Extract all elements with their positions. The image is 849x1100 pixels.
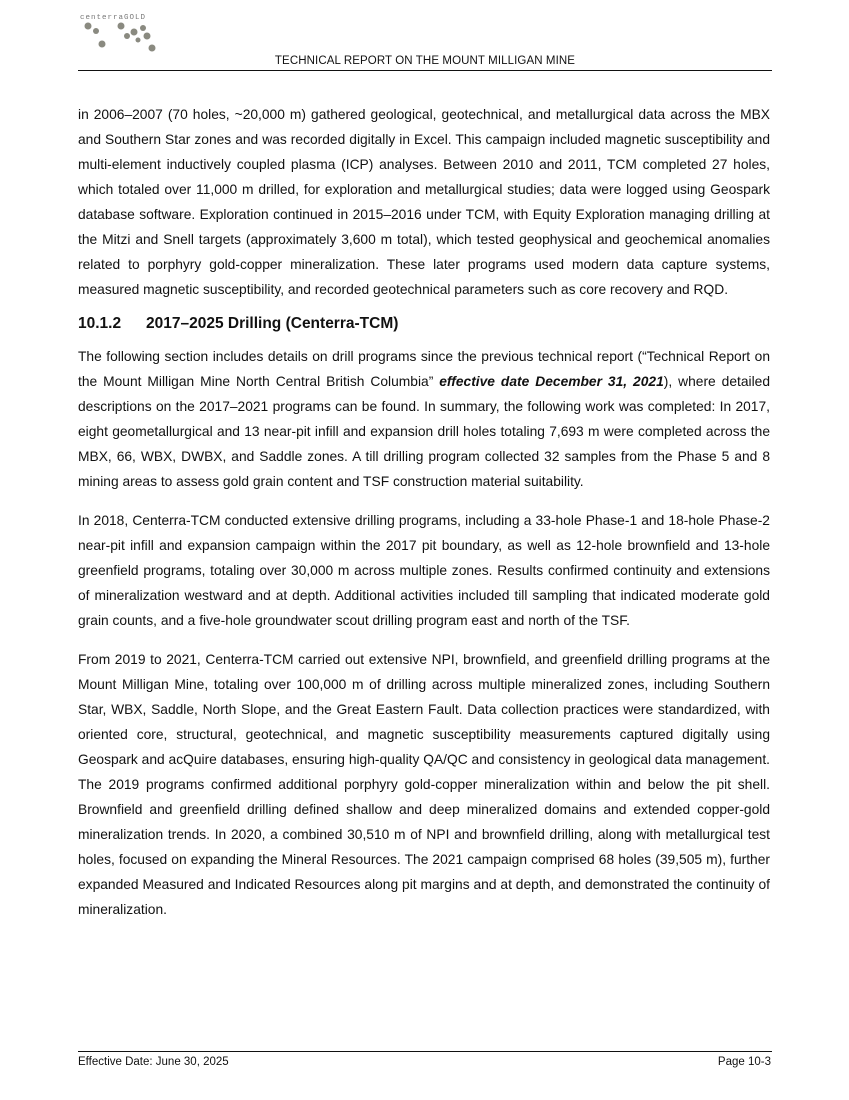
section-number: 10.1.2 [78,315,122,332]
header-rule [78,70,772,71]
section-title: 2017–2025 Drilling (Centerra-TCM) [146,315,399,332]
page-body [78,102,770,922]
body-paragraph [78,344,770,494]
body-paragraph: in 2006–2007 (70 holes, ~20,000 m) gathered geological, geotechnical, and metallurgical data across the MBX and Southern Star zones and was recorded digitally in Excel. This campaign included magnetic susceptibility and multi-element inductively coupled plasma (ICP) analyses. Between 2010 and 2011, TCM completed 27 holes, which totaled over 11,000 m drilled, for exploration and metallurgical studies; data were logged using Geospark database software. Exploration continued in 2015–2016 under TCM, with Equity Exploration managing drilling at the Mitzi and Snell targets (approximately 3,600 m total), which tested geophysical and geochemical anomalies related to porphyry gold-copper mineralization. These later programs used modern data capture systems, measured magnetic susceptibility, and recorded geotechnical parameters such as core recovery and RQD. [78,107,770,297]
footer-page-number: Page 10-3 [717,1056,771,1068]
effective-date-emphasis: effective date December 31, 2021 [439,374,664,389]
body-paragraph: In 2018, Centerra-TCM conducted extensive drilling programs, including a 33-hole Phase-1 and 18-hole Phase-2 near-pit infill and expansion campaign within the 2017 pit boundary, as well as 12-hole brownfield and 13-hole greenfield programs, totaling over 30,000 m across multiple zones. Results confirmed continuity and extensions of mineralization westward and at depth. Additional activities included till sampling that indicated moderate gold grain counts, and a five-hole groundwater scout drilling program east and north of the TSF. [78,513,770,628]
body-paragraph: From 2019 to 2021, Centerra-TCM carried out extensive NPI, brownfield, and greenfield drilling programs at the Mount Milligan Mine, totaling over 100,000 m of drilling across multiple mineralized zones, including Southern Star, WBX, Saddle, North Slope, and the Great Eastern Fault. Data collection practices were standardized, with oriented core, structural, geotechnical, and magnetic susceptibility measurements captured digitally using Geospark and acQuire databases, ensuring high-quality QA/QC and consistency in geological data management. The 2019 programs confirmed additional porphyry gold-copper mineralization within and below the pit shell. Brownfield and greenfield drilling defined shallow and deep mineralized domains and extended copper-gold mineralization trends. In 2020, a combined 30,510 m of NPI and brownfield drilling, along with metallurgical test holes, focused on expanding the Mineral Resources. The 2021 campaign comprised 68 holes (39,505 m), further expanded Measured and Indicated Resources along pit margins and at depth, and demonstrated the continuity of mineralization. [78,652,770,917]
report-header-title: TECHNICAL REPORT ON THE MOUNT MILLIGAN MINE [274,55,576,67]
logo-wordmark: centerraGOLD [80,14,147,22]
footer-effective-date: Effective Date: June 30, 2025 [78,1056,229,1068]
section-heading [78,311,770,337]
paragraph-text: ), where detailed descriptions on the 2017–2021 programs can be found. In summary, the following work was completed: In 2017, eight geometallurgical and 13 near-pit infill and expansion drill holes totaling 7,693 m were completed across the MBX, 66, WBX, DWBX, and Saddle zones. A till drilling program collected 32 samples from the Phase 5 and 8 mining areas to assess gold grain content and TSF construction material suitability. [78,374,771,489]
paragraph-text: The following section includes details on drill programs since the previous technical report (“Technical Report on the Mount Milligan Mine North Central British Columbia” [78,349,770,389]
footer-rule [78,1051,772,1052]
